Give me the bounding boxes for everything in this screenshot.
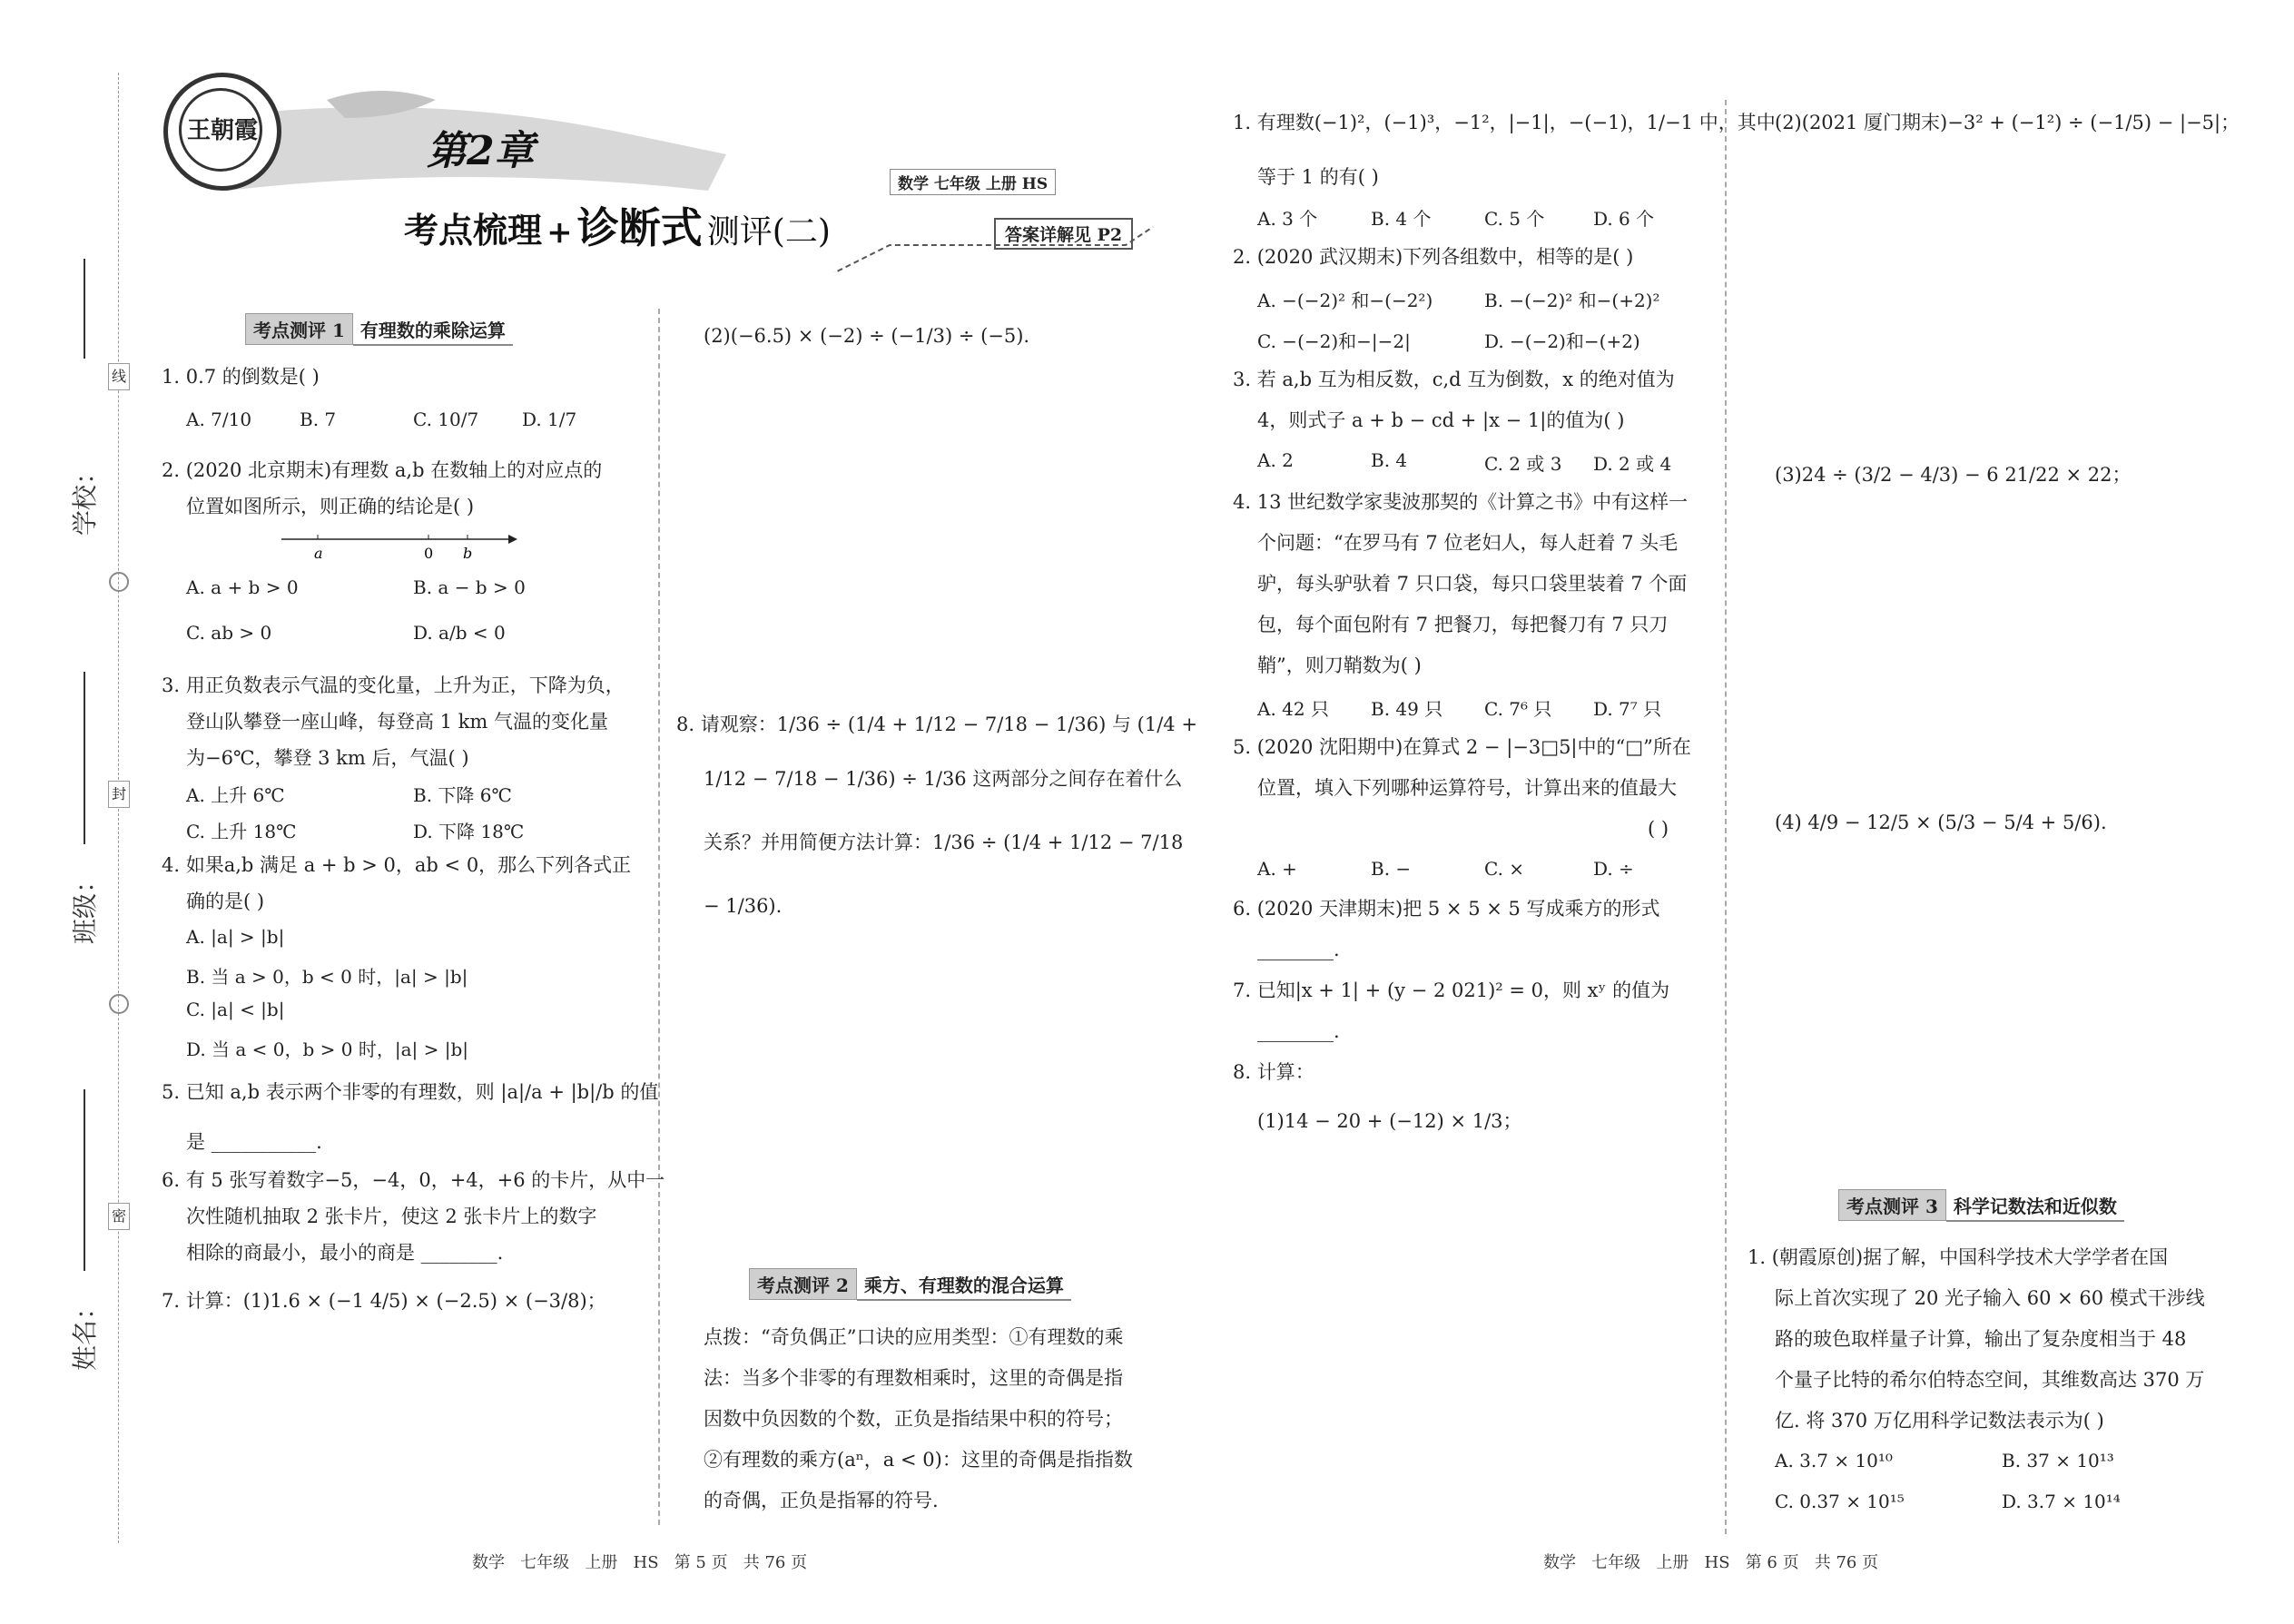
c1-q3-opt-b: B. 下降 6℃ — [413, 784, 512, 806]
c3-q4-l1: 4. 13 世纪数学家斐波那契的《计算之书》中有这样一 — [1233, 491, 1689, 513]
c3-q1-opt-b: B. 4 个 — [1371, 208, 1432, 230]
c1-q1-opt-b: B. 7 — [300, 408, 337, 430]
school-label: 学校： — [70, 458, 100, 536]
c3-q5-l3: ( ) — [1648, 818, 1669, 840]
c1-q2-l1: 2. (2020 北京期末)有理数 a,b 在数轴上的对应点的 — [162, 459, 603, 481]
c2-q8-l4: − 1/36). — [704, 895, 783, 917]
glyph-mi: 密 — [108, 1203, 130, 1230]
c1-q2-opt-a: A. a + b > 0 — [186, 576, 299, 598]
c1-q2-l2: 位置如图所示，则正确的结论是( ) — [186, 496, 475, 517]
c3-q4-opt-c: C. 7⁶ 只 — [1484, 698, 1552, 720]
footer-right: 数学 七年级 上册 HS 第 6 页 共 76 页 — [1543, 1553, 1879, 1572]
c3-q3-opt-b: B. 4 — [1371, 449, 1408, 471]
c2-q8-l3: 关系？并用简便方法计算：1/36 ÷ (1/4 + 1/12 − 7/18 — [704, 832, 1184, 853]
c1-q1-opt-a: A. 7/10 — [186, 408, 252, 430]
tip-l2: 法：当多个非零的有理数相乘时，这里的奇偶是指 — [704, 1367, 1123, 1389]
c1-q5-l1: 5. 已知 a,b 表示两个非零的有理数，则 |a|/a + |b|/b 的值 — [162, 1081, 659, 1103]
c3-q4-l3: 驴，每头驴驮着 7 只口袋，每只口袋里装着 7 个面 — [1257, 573, 1688, 595]
c3-q5-l1: 5. (2020 沈阳期中)在算式 2 − |−3□5|中的“□”所在 — [1233, 736, 1691, 758]
divider-1 — [658, 309, 660, 1525]
c4-s3q1-opt-d: D. 3.7 × 10¹⁴ — [2002, 1491, 2121, 1512]
page-title — [404, 195, 831, 255]
section-2-header — [749, 1268, 1071, 1295]
c2-q7-2: (2)(−6.5) × (−2) ÷ (−1/3) ÷ (−5). — [704, 325, 1030, 347]
c3-q3-l1: 3. 若 a,b 互为相反数，c,d 互为倒数，x 的绝对值为 — [1233, 369, 1675, 390]
c4-s3q1-l1: 1. (朝霞原创)据了解，中国科学技术大学学者在国 — [1748, 1246, 2169, 1268]
c1-q6-l2: 次性随机抽取 2 张卡片，使这 2 张卡片上的数字 — [186, 1206, 597, 1227]
c4-q8-4: (4) 4/9 − 12/5 × (5/3 − 5/4 + 5/6). — [1775, 812, 2107, 833]
section-1-title: 有理数的乘除运算 — [353, 314, 513, 346]
c3-q5-l2: 位置，填入下列哪种运算符号，计算出来的值最大 — [1257, 777, 1677, 799]
footer-left: 数学 七年级 上册 HS 第 5 页 共 76 页 — [472, 1553, 808, 1572]
c3-q3-opt-c: C. 2 或 3 — [1484, 453, 1562, 475]
c3-q2-opt-b: B. −(−2)² 和−(+2)² — [1484, 290, 1660, 311]
name-label: 姓名： — [70, 1294, 100, 1371]
c3-q4-l5: 鞘”，则刀鞘数为( ) — [1257, 655, 1422, 676]
c1-q4-opt-c: C. |a| < |b| — [186, 999, 285, 1020]
c3-q3-l2: 4，则式子 a + b − cd + |x − 1|的值为( ) — [1257, 409, 1625, 431]
c4-q8-2: (2)(2021 厦门期末)−3² + (−1²) ÷ (−1/5) − |−5|； — [1775, 112, 2240, 133]
binding-hole-2 — [109, 994, 129, 1014]
c3-q5-opt-c: C. × — [1484, 858, 1525, 880]
c1-q3-l1: 3. 用正负数表示气温的变化量，上升为正，下降为负， — [162, 674, 625, 696]
section-3-header — [1838, 1189, 2124, 1216]
c1-q3-l3: 为−6℃，攀登 3 km 后，气温( ) — [186, 747, 469, 769]
c1-q2-opt-b: B. a − b > 0 — [413, 576, 526, 598]
section-1-tag: 考点测评 1 — [245, 313, 353, 345]
c1-q1-opt-c: C. 10/7 — [413, 408, 479, 430]
side-rule-1 — [84, 259, 85, 359]
section-2-tag: 考点测评 2 — [749, 1268, 857, 1300]
c3-q1-opt-d: D. 6 个 — [1593, 208, 1655, 230]
c3-q7-l1: 7. 已知|x + 1| + (y − 2 021)² = 0，则 xʸ 的值为 — [1233, 979, 1670, 1001]
c1-q4-opt-b: B. 当 a > 0，b < 0 时，|a| > |b| — [186, 966, 468, 988]
c3-q2-opt-d: D. −(−2)和−(+2) — [1484, 330, 1640, 352]
answer-reference: 答案详解见 P2 — [994, 218, 1133, 250]
logo-text: 王朝霞 — [186, 117, 258, 144]
logo-seal — [163, 73, 281, 191]
side-rule-3 — [84, 1089, 85, 1271]
c3-q4-opt-d: D. 7⁷ 只 — [1593, 698, 1662, 720]
c3-q4-l2: 个问题：“在罗马有 7 位老妇人，每人赶着 7 头毛 — [1257, 532, 1679, 554]
c4-s3q1-opt-c: C. 0.37 × 10¹⁵ — [1775, 1491, 1905, 1512]
glyph-feng: 封 — [108, 781, 130, 808]
c4-q8-3: (3)24 ÷ (3/2 − 4/3) − 6 21/22 × 22； — [1775, 464, 2132, 486]
c4-s3q1-opt-a: A. 3.7 × 10¹⁰ — [1775, 1450, 1893, 1471]
c3-q2-opt-a: A. −(−2)² 和−(−2²) — [1257, 290, 1433, 311]
numline-label-0: 0 — [424, 545, 434, 562]
c1-q2-opt-c: C. ab > 0 — [186, 622, 272, 644]
tip-l5: 的奇偶，正负是指幂的符号. — [704, 1490, 939, 1511]
c3-q1-opt-a: A. 3 个 — [1257, 208, 1318, 230]
c1-q1: 1. 0.7 的倒数是( ) — [162, 366, 320, 388]
numline-label-a: a — [314, 545, 323, 562]
tip-l4: ②有理数的乘方(aⁿ，a < 0)：这里的奇偶是指指数 — [704, 1449, 1133, 1471]
c3-q5-opt-a: A. + — [1257, 858, 1297, 880]
numline-label-b: b — [463, 545, 473, 562]
c1-q4-opt-a: A. |a| > |b| — [186, 926, 285, 948]
title-b: 诊断式 — [576, 203, 703, 252]
c2-q8-l1: 8. 请观察：1/36 ÷ (1/4 + 1/12 − 7/18 − 1/36) 与 (1/4 + — [676, 714, 1197, 735]
c1-q3-opt-a: A. 上升 6℃ — [186, 784, 285, 806]
c1-q3-opt-c: C. 上升 18℃ — [186, 821, 297, 842]
c1-q4-opt-d: D. 当 a < 0，b > 0 时，|a| > |b| — [186, 1038, 469, 1060]
section-3-title: 科学记数法和近似数 — [1946, 1190, 2124, 1222]
c1-q3-l2: 登山队攀登一座山峰，每登高 1 km 气温的变化量 — [186, 711, 609, 733]
c3-q1-opt-c: C. 5 个 — [1484, 208, 1545, 230]
c2-q8-l2: 1/12 − 7/18 − 1/36) ÷ 1/36 这两部分之间存在着什么 — [704, 768, 1183, 790]
c3-q4-opt-a: A. 42 只 — [1257, 698, 1329, 720]
binding-hole-1 — [109, 572, 129, 592]
c1-q5-l2: 是 ___________. — [186, 1131, 322, 1153]
chapter-number: 第2章 — [427, 128, 535, 174]
c3-q7-l2: ________. — [1257, 1020, 1340, 1042]
c3-q8: 8. 计算： — [1233, 1061, 1314, 1083]
c1-q6-l3: 相除的商最小，最小的商是 ________. — [186, 1242, 504, 1264]
section-2-title: 乘方、有理数的混合运算 — [857, 1269, 1071, 1301]
title-c: 测评(二) — [706, 213, 831, 251]
c1-q4-l2: 确的是( ) — [186, 891, 265, 912]
c4-s3q1-opt-b: B. 37 × 10¹³ — [2002, 1450, 2114, 1471]
c1-q7: 7. 计算：(1)1.6 × (−1 4/5) × (−2.5) × (−3/8)； — [162, 1290, 606, 1312]
section-1-header — [245, 313, 513, 340]
c3-q6-l1: 6. (2020 天津期末)把 5 × 5 × 5 写成乘方的形式 — [1233, 898, 1660, 920]
c1-q3-opt-d: D. 下降 18℃ — [413, 821, 525, 842]
c4-s3q1-l5: 亿. 将 370 万亿用科学记数法表示为( ) — [1775, 1410, 2104, 1432]
c3-q2-opt-c: C. −(−2)和−|−2| — [1257, 330, 1411, 352]
title-plus: + — [546, 214, 573, 251]
title-a: 考点梳理 — [404, 210, 543, 251]
c4-s3q1-l2: 际上首次实现了 20 光子输入 60 × 60 模式干涉线 — [1775, 1287, 2205, 1309]
c3-q4-opt-b: B. 49 只 — [1371, 698, 1443, 720]
glyph-xian: 线 — [108, 363, 130, 390]
section-3-tag: 考点测评 3 — [1838, 1189, 1946, 1221]
binding-cut-line — [118, 73, 119, 1543]
tip-l1: 点拨：“奇负偶正”口诀的应用类型：①有理数的乘 — [704, 1326, 1124, 1348]
c3-q5-opt-b: B. − — [1371, 858, 1412, 880]
c1-q2-opt-d: D. a/b < 0 — [413, 622, 506, 644]
number-line-figure — [281, 527, 517, 563]
c3-q6-l2: ________. — [1257, 939, 1340, 960]
c4-s3q1-l4: 个量子比特的希尔伯特态空间，其维数高达 370 万 — [1775, 1369, 2205, 1391]
tip-l3: 因数中负因数的个数，正负是指结果中积的符号； — [704, 1408, 1123, 1430]
side-rule-2 — [84, 672, 85, 844]
c1-q1-opt-d: D. 1/7 — [522, 408, 577, 430]
subject-meta: 数学 七年级 上册 HS — [890, 169, 1056, 195]
c3-q8-1: (1)14 − 20 + (−12) × 1/3； — [1257, 1110, 1522, 1132]
c3-q3-opt-a: A. 2 — [1257, 449, 1294, 471]
c3-q3-opt-d: D. 2 或 4 — [1593, 453, 1672, 475]
c3-q4-l4: 包，每个面包附有 7 把餐刀，每把餐刀有 7 只刀 — [1257, 614, 1669, 635]
class-label: 班级： — [70, 867, 100, 944]
c1-q4-l1: 4. 如果a,b 满足 a + b > 0，ab < 0，那么下列各式正 — [162, 854, 632, 876]
c3-q1-l1: 1. 有理数(−1)²，(−1)³，−1²，|−1|，−(−1)，1/−1 中，其中 — [1233, 112, 1776, 133]
c4-s3q1-l3: 路的玻色取样量子计算，输出了复杂度相当于 48 — [1775, 1328, 2187, 1350]
c3-q2-l1: 2. (2020 武汉期末)下列各组数中，相等的是( ) — [1233, 246, 1634, 268]
divider-3 — [1725, 100, 1727, 1534]
c3-q1-l2: 等于 1 的有( ) — [1257, 166, 1379, 188]
c3-q5-opt-d: D. ÷ — [1593, 858, 1634, 880]
c1-q6-l1: 6. 有 5 张写着数字−5，−4，0，+4，+6 的卡片，从中一 — [162, 1169, 665, 1191]
